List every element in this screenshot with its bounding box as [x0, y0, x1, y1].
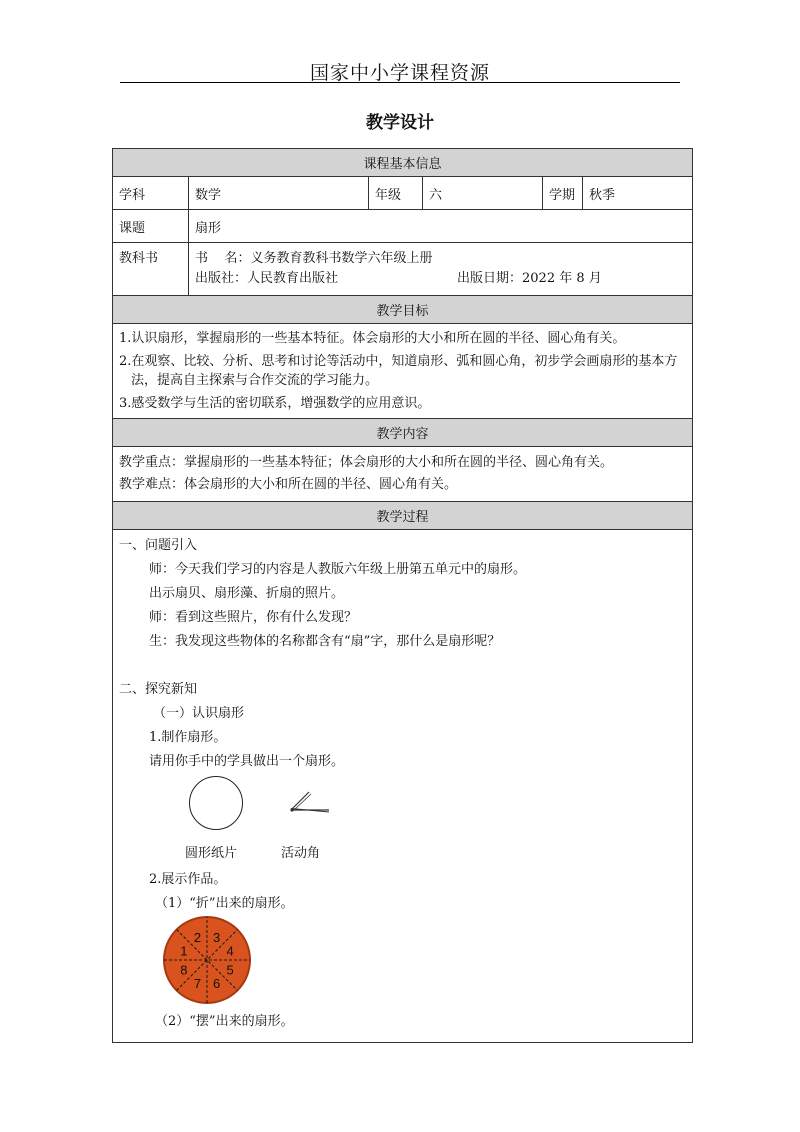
sector-number: 5: [226, 962, 234, 978]
step-2: 2.展示作品。: [149, 872, 227, 887]
show-item-1: （1）“折”出来的扇形。: [155, 896, 294, 911]
section-basic-info: 课程基本信息: [113, 149, 693, 177]
content-cell: [113, 447, 693, 502]
dialogue-line-1: 师：今天我们学习的内容是人教版六年级上册第五单元中的扇形。: [149, 562, 527, 577]
dialogue-line-4: 生：我发现这些物体的名称都含有“扇”字，那什么是扇形呢？: [149, 634, 501, 649]
subject-label: 学科: [113, 177, 189, 210]
publish-date: 出版日期：2022 年 8 月: [457, 271, 602, 286]
circle-caption: 圆形纸片: [185, 846, 238, 861]
sector-number: 7: [193, 976, 202, 992]
key-point: 教学重点：掌握扇形的一些基本特征；体会扇形的大小和所在圆的半径、圆心角有关。: [119, 455, 614, 470]
term-value: 秋季: [583, 177, 693, 210]
header-divider: [120, 82, 680, 83]
site-header: 国家中小学课程资源: [309, 62, 490, 84]
angle-caption: 活动角: [281, 846, 321, 861]
topic-value: 扇形: [189, 210, 693, 243]
dialogue-line-3: 师：看到这些照片，你有什么发现？: [149, 610, 358, 625]
term-label: 学期: [543, 177, 583, 210]
part1-title: 一、问题引入: [119, 538, 198, 553]
paper-circle-figure: [187, 774, 245, 832]
goal-item-3: 3.感受数学与生活的密切联系，增强数学的应用意识。: [119, 396, 431, 411]
textbook-label: 教科书: [113, 243, 189, 296]
book-name: 书 名：义务教育教科书数学六年级上册: [195, 251, 433, 266]
section-process: 教学过程: [113, 502, 693, 530]
sector-number: 8: [180, 962, 188, 978]
section-goals: 教学目标: [113, 296, 693, 324]
sector-number: 6: [212, 976, 221, 992]
grade-value: 六: [423, 177, 543, 210]
textbook-info: [189, 243, 693, 296]
sector-number: 2: [193, 929, 202, 945]
step-1-desc: 请用你手中的学具做出一个扇形。: [149, 754, 345, 769]
document-title: 教学设计: [366, 113, 434, 133]
section-content: 教学内容: [113, 419, 693, 447]
topic-label: 课题: [113, 210, 189, 243]
subsection-1: （一）认识扇形: [153, 706, 245, 721]
grade-label: 年级: [369, 177, 423, 210]
step-1: 1.制作扇形。: [149, 730, 227, 745]
goals-cell: [113, 324, 693, 419]
show-item-2: （2）“摆”出来的扇形。: [155, 1014, 294, 1029]
sector-number: 4: [226, 943, 234, 959]
goal-item-1: 1.认识扇形，掌握扇形的一些基本特征。体会扇形的大小和所在圆的半径、圆心角有关。: [119, 331, 626, 346]
goal-item-2: 2.在观察、比较、分析、思考和讨论等活动中，知道扇形、弧和圆心角，初步学会画扇形的基本方法，提高自主探索与合作交流的学习能力。: [119, 354, 678, 388]
dialogue-line-2: 出示扇贝、扇形藻、折扇的照片。: [149, 586, 345, 601]
sector-number: 1: [180, 943, 188, 959]
part2-title: 二、探究新知: [119, 682, 198, 697]
folded-circle-figure: [161, 914, 253, 1006]
movable-angle-figure: [285, 786, 335, 816]
lesson-plan-table: [112, 148, 693, 1043]
publisher: 出版社：人民教育出版社: [195, 271, 339, 286]
process-cell: [113, 530, 693, 1043]
sector-number: 3: [212, 929, 221, 945]
subject-value: 数学: [189, 177, 369, 210]
publisher-row: [195, 269, 686, 289]
difficulty: 教学难点：体会扇形的大小和所在圆的半径、圆心角有关。: [119, 477, 458, 492]
